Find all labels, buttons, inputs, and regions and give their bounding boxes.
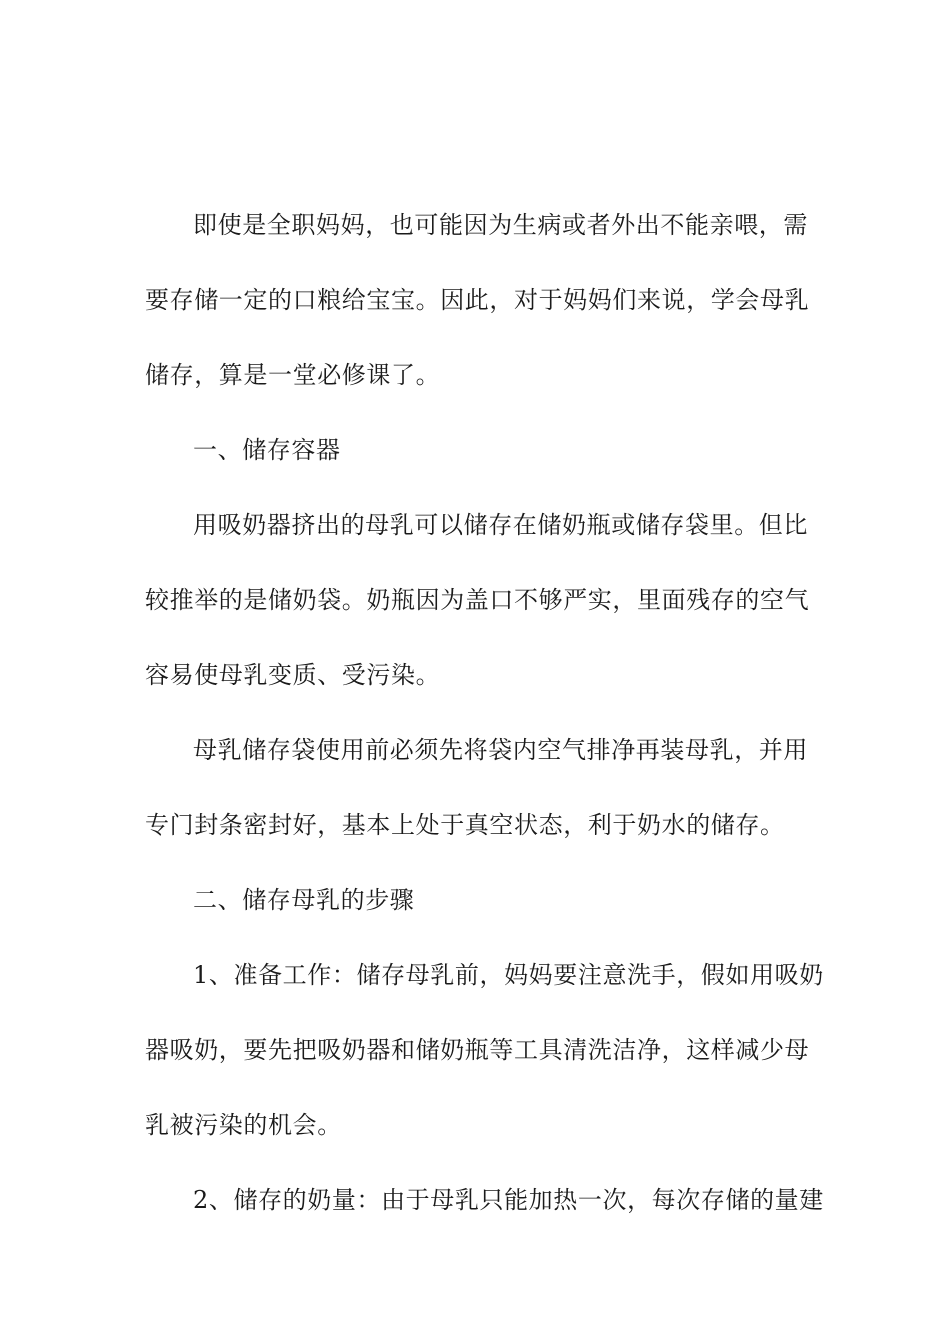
section-heading-2: 二、储存母乳的步骤	[193, 886, 415, 914]
paragraph-1-line-3: 储存，算是一堂必修课了。	[145, 361, 441, 389]
paragraph-3-line-2: 专门封条密封好，基本上处于真空状态，利于奶水的储存。	[145, 811, 785, 839]
paragraph-4-line-2: 器吸奶，要先把吸奶器和储奶瓶等工具清洗洁净，这样减少母	[145, 1036, 810, 1064]
paragraph-2-line-1: 用吸奶器挤出的母乳可以储存在储奶瓶或储存袋里。但比	[193, 511, 808, 539]
paragraph-4-line-3: 乳被污染的机会。	[145, 1111, 342, 1139]
paragraph-1-line-1: 即使是全职妈妈，也可能因为生病或者外出不能亲喂，需	[193, 211, 808, 239]
paragraph-2-line-3: 容易使母乳变质、受污染。	[145, 661, 441, 689]
paragraph-2-line-2: 较推举的是储奶袋。奶瓶因为盖口不够严实，里面残存的空气	[145, 586, 810, 614]
paragraph-1-line-2: 要存储一定的口粮给宝宝。因此，对于妈妈们来说，学会母乳	[145, 286, 810, 314]
paragraph-4-line-1: 1、准备工作：储存母乳前，妈妈要注意洗手，假如用吸奶	[193, 961, 824, 989]
section-heading-1: 一、储存容器	[193, 436, 341, 464]
paragraph-5-line-1: 2、储存的奶量：由于母乳只能加热一次，每次存储的量建	[193, 1186, 824, 1214]
paragraph-3-line-1: 母乳储存袋使用前必须先将袋内空气排净再装母乳，并用	[193, 736, 808, 764]
